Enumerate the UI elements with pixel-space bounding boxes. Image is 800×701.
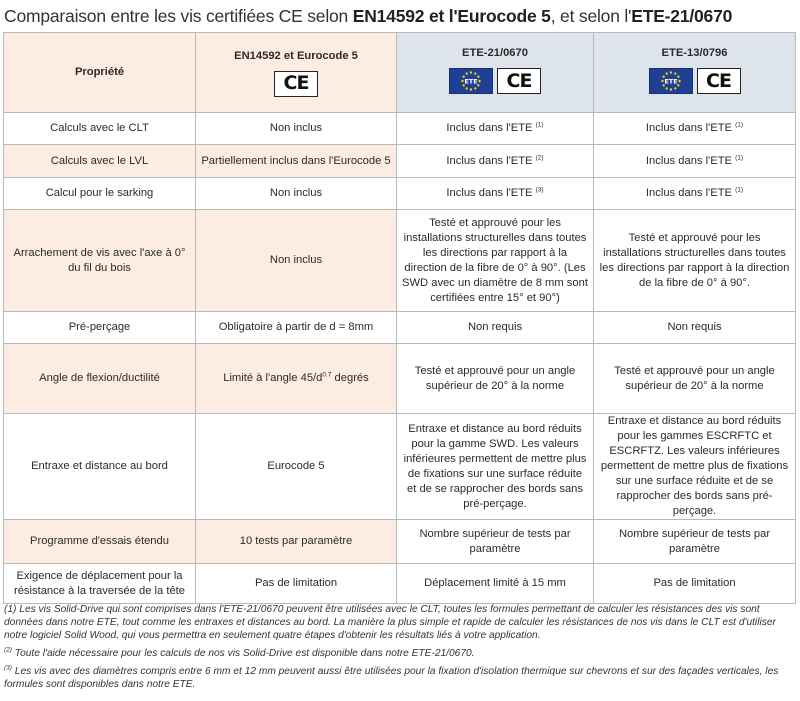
table-row	[4, 178, 796, 210]
cell-ete-13-0796: Testé et approuvé pour un angle supérieur de 20° à la norme	[594, 344, 796, 414]
cell-ete-13-0796: Inclus dans l'ETE $^{(1)}$	[594, 113, 796, 145]
row-label: Angle de flexion/ductilité	[4, 344, 196, 414]
table-row	[4, 564, 796, 604]
cell-ete-13-0796: Testé et approuvé pour les installations structurelles dans toutes les directions par rapport à la direction de la fibre de 0° à 90°.	[594, 210, 796, 312]
cell-en14592: Obligatoire à partir de d = 8mm	[196, 312, 397, 344]
cell-ete-21-0670: Déplacement limité à 15 mm	[397, 564, 594, 604]
cell-ete-13-0796: Pas de limitation	[594, 564, 796, 604]
cell-ete-13-0796: Entraxe et distance au bord réduits pour les gammes ESCRFTC et ESCRFTZ. Les valeurs inférieures permettent de mettre plus de fixations sur une surface réduite et de se rapprocher des bords sans pré-perçage.	[594, 414, 796, 520]
cell-ete-13-0796: Non requis	[594, 312, 796, 344]
table-row	[4, 113, 796, 145]
cell-ete-21-0670: Inclus dans l'ETE $^{(2)}$	[397, 145, 594, 178]
table-row	[4, 145, 796, 178]
cell-ete-21-0670: Inclus dans l'ETE $^{(1)}$	[397, 113, 594, 145]
page-title: Comparaison entre les vis certifiées CE selon EN14592 et l'Eurocode 5, et selon l'ETE-21/0670	[4, 6, 733, 26]
row-label: Exigence de déplacement pour la résistance à la traversée de la tête	[4, 564, 196, 604]
footnotes	[4, 603, 796, 696]
cell-en14592: Pas de limitation	[196, 564, 397, 604]
ce-mark-icon: CE	[697, 68, 741, 94]
cell-en14592: 10 tests par paramètre	[196, 520, 397, 564]
cell-ete-21-0670: Testé et approuvé pour un angle supérieur de 20° à la norme	[397, 344, 594, 414]
header-col-en14592: EN14592 et Eurocode 5 CE	[196, 33, 397, 113]
ce-mark-icon: CE	[274, 71, 318, 97]
header-property: Propriété	[4, 33, 196, 113]
table-row	[4, 312, 796, 344]
ete-eu-flag-icon	[649, 68, 693, 94]
cell-en14592: Non inclus	[196, 113, 397, 145]
table-row	[4, 520, 796, 564]
svg-text:ETE: ETE	[663, 77, 678, 86]
cell-ete-21-0670: Inclus dans l'ETE $^{(3)}$	[397, 178, 594, 210]
footnote-2: $^{(2)}$ Toute l'aide nécessaire pour les calculs de nos vis Solid-Drive est disponible dans notre ETE-21/0670.	[4, 646, 475, 659]
ete-eu-flag-icon	[449, 68, 493, 94]
cell-ete-21-0670: Nombre supérieur de tests par paramètre	[397, 520, 594, 564]
table-row	[4, 344, 796, 414]
cell-en14592: Partiellement inclus dans l'Eurocode 5	[196, 145, 397, 178]
row-label: Pré-perçage	[4, 312, 196, 344]
cell-en14592: Eurocode 5	[196, 414, 397, 520]
svg-text:ETE: ETE	[464, 77, 478, 86]
ce-mark-icon: CE	[497, 68, 541, 94]
header-col-ete-13-0796: ETE-13/0796 ETE CE	[594, 33, 796, 113]
cell-ete-13-0796: Inclus dans l'ETE $^{(1)}$	[594, 145, 796, 178]
table-row	[4, 414, 796, 520]
cell-ete-13-0796: Nombre supérieur de tests par paramètre	[594, 520, 796, 564]
cell-ete-13-0796: Inclus dans l'ETE $^{(1)}$	[594, 178, 796, 210]
footnote-3: $^{(3)}$ Les vis avec des diamètres compris entre 6 mm et 12 mm peuvent aussi être utilisées pour la fixation d'isolation thermique sur chevrons et sur des façades verticales, les formules sont disponibles dans notre ETE.	[4, 664, 779, 690]
row-label: Programme d'essais étendu	[4, 520, 196, 564]
cell-en14592: Non inclus	[196, 210, 397, 312]
header-row	[4, 33, 796, 113]
row-label: Arrachement de vis avec l'axe à 0° du fil du bois	[4, 210, 196, 312]
header-col-ete-21-0670: ETE-21/0670 ETE CE	[397, 33, 594, 113]
row-label: Calculs avec le LVL	[4, 145, 196, 178]
cell-en14592: Limité à l'angle $45/d^{0.7}$ degrés	[196, 344, 397, 414]
row-label: Calcul pour le sarking	[4, 178, 196, 210]
cell-ete-21-0670: Testé et approuvé pour les installations structurelles dans toutes les directions par rapport à la direction de la fibre de 0° à 90°. (Les SWD avec un diamètre de 8 mm sont certifiées entre 15° et 90°)	[397, 210, 594, 312]
cell-ete-21-0670: Non requis	[397, 312, 594, 344]
comparison-table	[3, 32, 796, 604]
cell-en14592: Non inclus	[196, 178, 397, 210]
footnote-1: (1) Les vis Solid-Drive qui sont comprises dans l'ETE-21/0670 peuvent être utilisées avec le CLT, toutes les formules permettant de calculer les résistances des vis sont données dans notre ETE, tout comme les entraxes et distances au bord. La manière la plus simple et rapide de calculer les résistances de nos vis dans le CLT est d'utiliser notre logiciel Solid Wood, qui vous permettra en seulement quatre étapes d'obtenir les résultats liés à votre application.	[4, 604, 776, 641]
cell-ete-21-0670: Entraxe et distance au bord réduits pour la gamme SWD. Les valeurs inférieures permettent de mettre plus de fixations sur une surface réduite et de se rapprocher des bords sans pré-perçage.	[397, 414, 594, 520]
row-label: Entraxe et distance au bord	[4, 414, 196, 520]
table-row	[4, 210, 796, 312]
row-label: Calculs avec le CLT	[4, 113, 196, 145]
